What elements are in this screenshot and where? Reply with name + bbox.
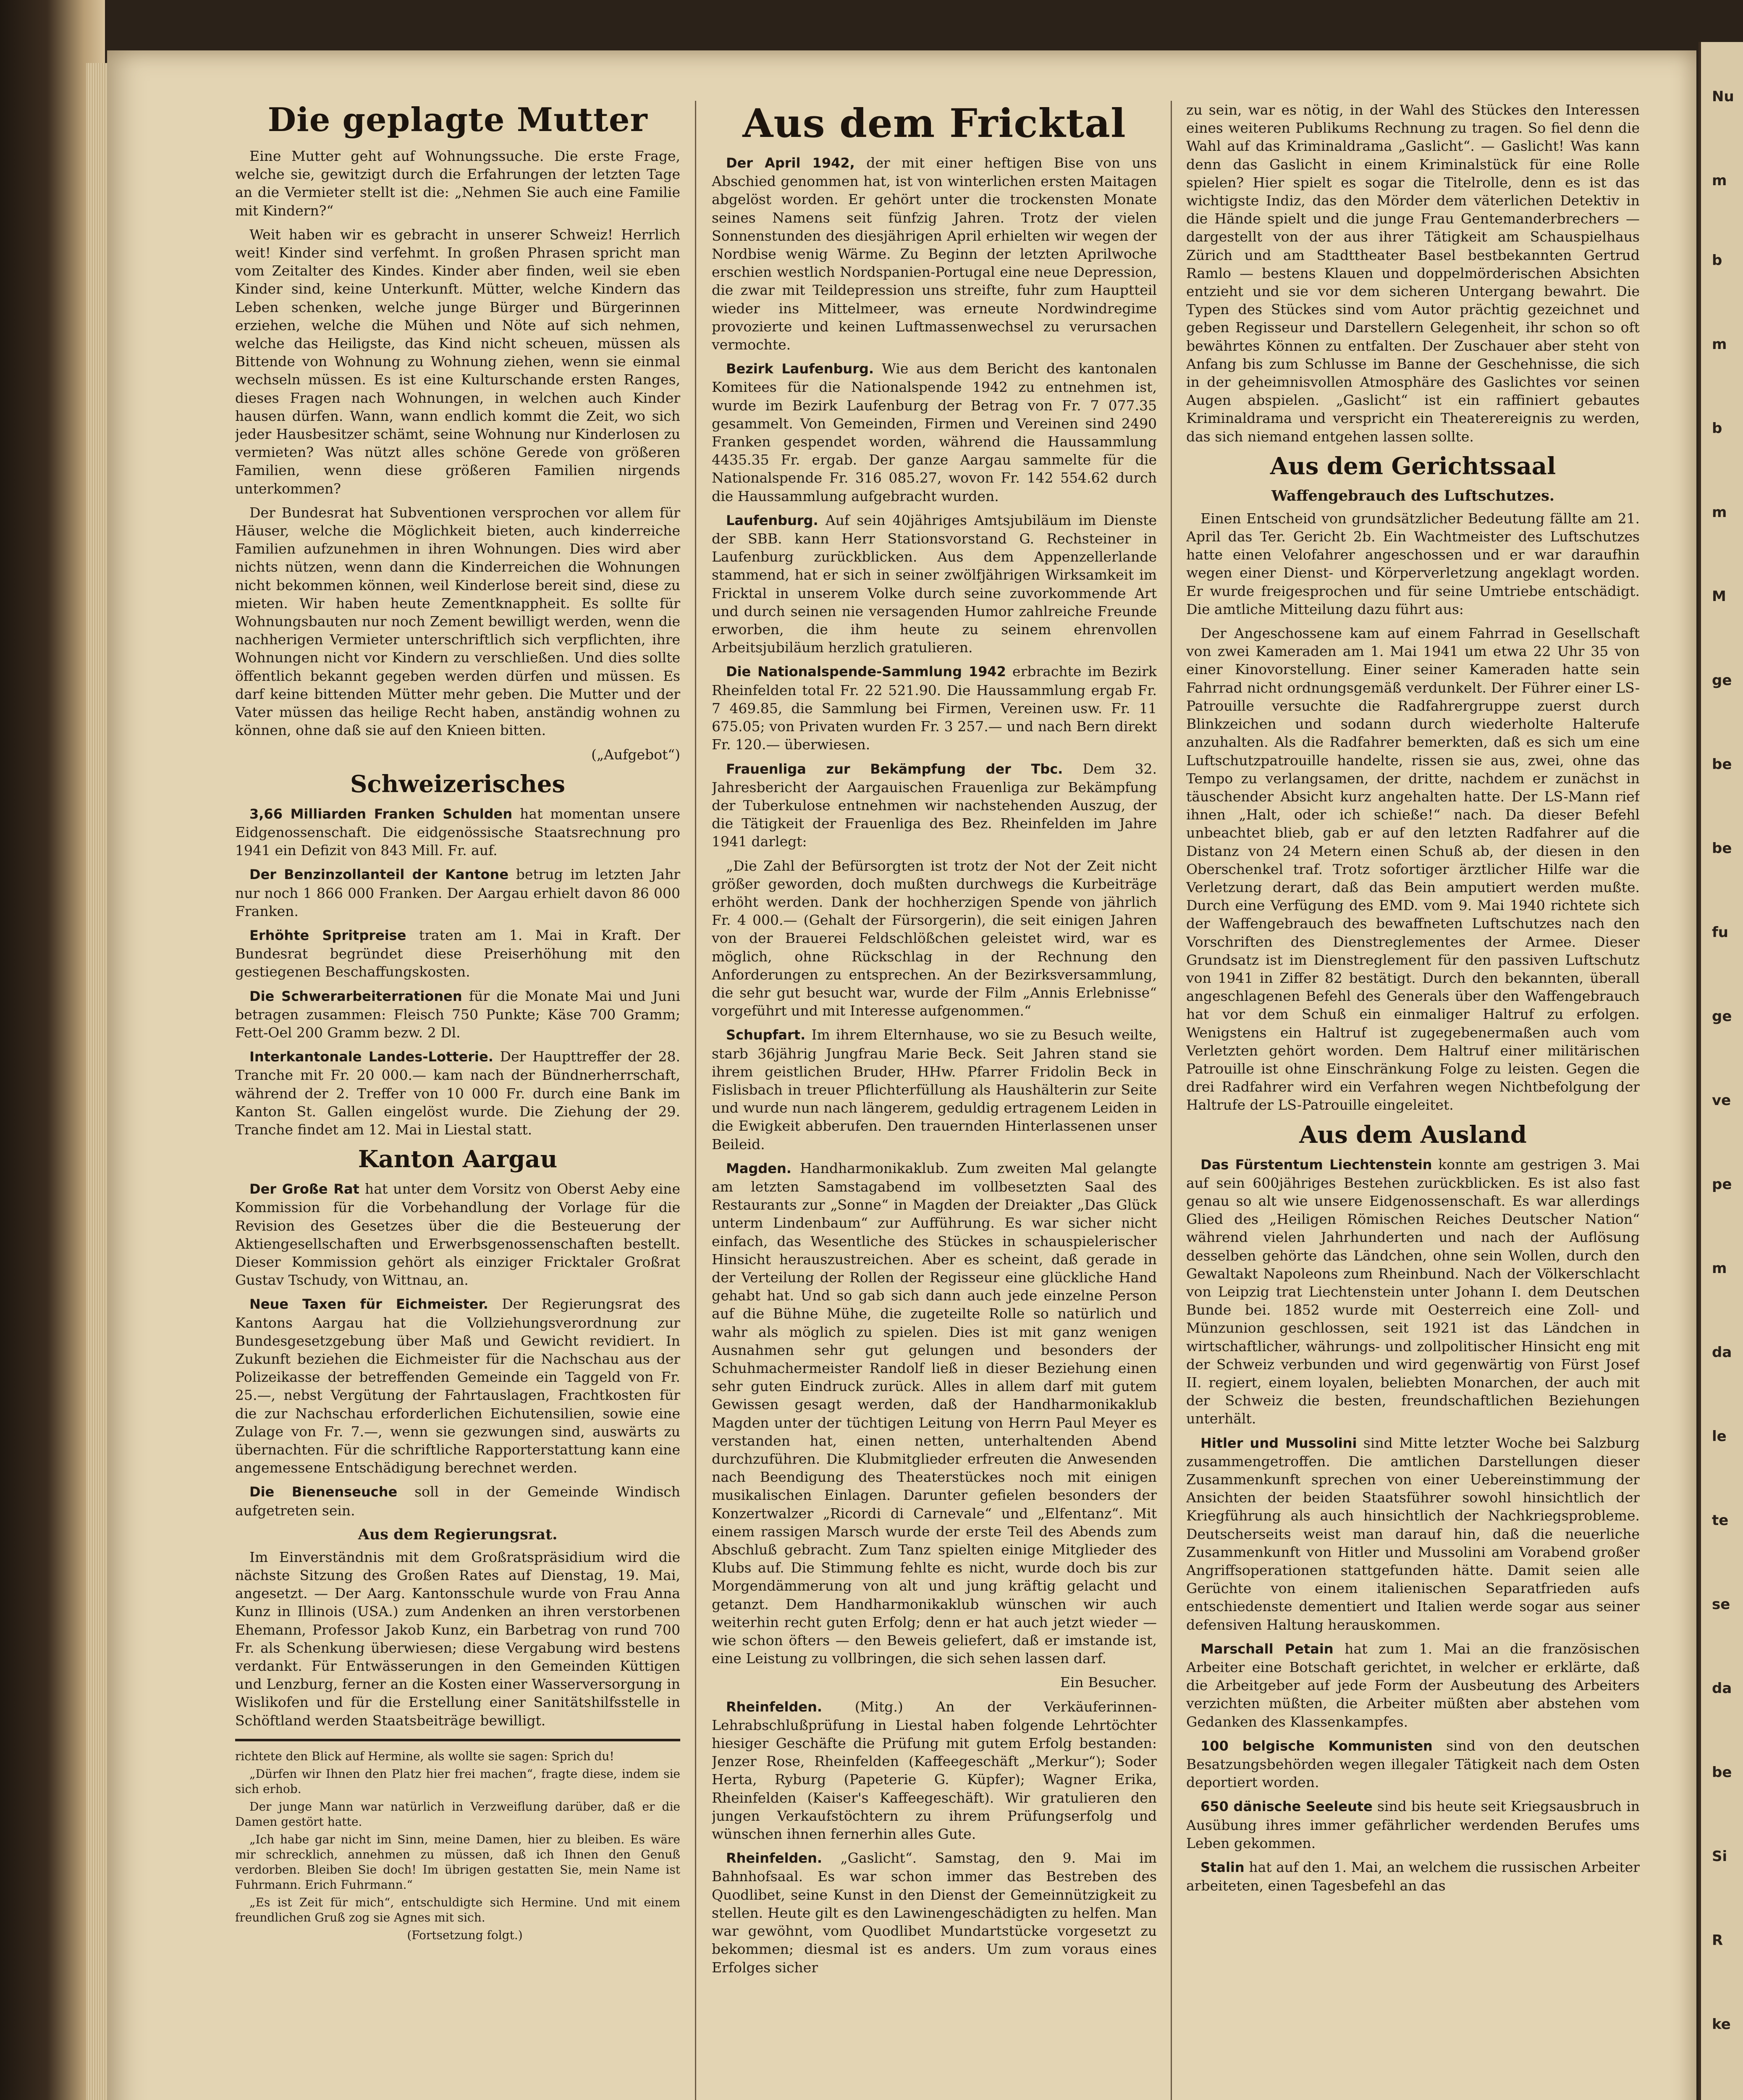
margin-fragment: pe: [1712, 1176, 1732, 1193]
news-lead: Erhöhte Spritpreise: [249, 927, 406, 943]
news-item: [235, 1047, 680, 1139]
news-lead: Schupfart.: [726, 1027, 806, 1043]
news-item: [235, 805, 680, 860]
news-text: sind von den deutschen Besatzungsbehörden wegen illegaler Tätigkeit nach dem Osten deportiert worden.: [1186, 1737, 1640, 1791]
news-text: sind bis heute seit Kriegsausbruch in Ausübung ihres immer gefährlicher werdenden Berufes ums Leben gekommen.: [1186, 1798, 1640, 1851]
news-lead: Magden.: [726, 1160, 792, 1176]
news-text: betrug im letzten Jahr nur noch 1 866 000 Franken. Der Aargau erhielt davon 86 000 Franken.: [235, 866, 680, 919]
article-title: Die geplagte Mutter: [267, 101, 648, 139]
news-lead: Rheinfelden.: [726, 1698, 823, 1715]
news-lead: Hitler und Mussolini: [1200, 1435, 1357, 1451]
margin-fragment: be: [1712, 1764, 1732, 1781]
section-heading: Kanton Aargau: [358, 1145, 558, 1173]
news-lead: Frauenliga zur Bekämpfung der Tbc.: [726, 761, 1063, 777]
news-item: [1186, 1858, 1640, 1895]
news-item: [235, 1483, 680, 1519]
novel-paragraph: richtete den Blick auf Hermine, als wollte sie sagen: Sprich du!: [235, 1749, 614, 1763]
continuation-note: (Fortsetzung folgt.): [407, 1928, 523, 1942]
article-paragraph: zu sein, war es nötig, in der Wahl des Stückes den Interessen eines weiteren Publikums Rechnung zu tragen. So fiel denn die Wahl auf das Kriminaldrama „Gaslicht“. — Gaslicht! Was kann denn das Gaslicht in einem Kriminalstück für eine Rolle spielen? Hier spielt es sogar die Titelrolle, denn es ist das wichtigste Indiz, das den Mörder dem väterlichen Detektiv in die Hände spielt und die junge Frau Gentemanderbrechers — dargestellt von der aus ihrer Tätigkeit am Schauspielhaus Zürich und am Stadttheater Basel bestbekannten Gertrud Ramlo — bestens Klauen und doppelmörderischen Absichten entzieht und sie vor dem sicheren Untergang bewahrt. Die Typen des Stückes sind vom Autor prächtig gezeichnet und geben Regisseur und Darstellern Gelegenheit, ihr schon so oft bewährtes Können zu entfalten. Der Zuschauer aber steht von Anfang bis zum Schlusse im Banne der Geschehnisse, die sich in der geheimnisvollen Atmosphäre des Gaslichtes vor seinen Augen abspielen. „Gaslicht“ ist ein raffiniert gebautes Kriminaldrama und verspricht ein Theaterereignis zu werden, das sich niemand entgehen lassen sollte.: [1186, 102, 1640, 445]
margin-fragment: Nu: [1712, 88, 1734, 105]
column-rule: [1171, 101, 1172, 2100]
margin-fragment: b: [1712, 252, 1722, 269]
margin-fragment: Si: [1712, 1848, 1727, 1865]
news-item: [235, 1180, 680, 1289]
margin-fragment: da: [1712, 1680, 1732, 1697]
news-lead: 650 dänische Seeleute: [1200, 1798, 1373, 1815]
news-lead: 100 belgische Kommunisten: [1200, 1738, 1433, 1754]
news-text: für die Monate Mai und Juni betragen zusammen: Fleisch 750 Punkte; Käse 700 Gramm; Fett-Oel 200 Gramm bezw. 2 Dl.: [235, 987, 680, 1041]
margin-fragment: se: [1712, 1596, 1730, 1613]
news-text: soll in der Gemeinde Windisch aufgetreten sein.: [235, 1483, 680, 1519]
margin-fragment: m: [1712, 336, 1727, 353]
section-heading: Aus dem Gerichtssaal: [1270, 452, 1556, 480]
margin-fragment: fu: [1712, 924, 1728, 941]
article-paragraph: Eine Mutter geht auf Wohnungssuche. Die erste Frage, welche sie, gewitzigt durch die Erfahrungen der letzten Tage an die Vermieter stellt ist die: „Nehmen Sie auch eine Familie mit Kindern?“: [235, 148, 680, 219]
news-item: [712, 154, 1157, 354]
news-lead: 3,66 Milliarden Franken Schulden: [249, 806, 513, 822]
news-item: [712, 1698, 1157, 1843]
subsection-heading: Aus dem Regierungsrat.: [358, 1525, 558, 1543]
subsection-heading: Waffengebrauch des Luftschutzes.: [1271, 487, 1555, 504]
news-text: (Mitg.) An der Verkäuferinnen-Lehrabschlußprüfung in Liestal haben folgende Lehrtöchter hiesiger Geschäfte die Prüfung mit gutem Erfolg bestanden: Jenzer Rose, Rheinfelden (Kaffeegeschäft „Merkur“); Soder Herta, Ryburg (Papeterie G. Küpfer); Wagner Erika, Rheinfelden (Kaiser's Kaffeegeschäft). Wir gratulieren den jungen Verkaufstöchtern zu ihrem Prüfungserfolg und wünschen ihnen fernerhin alles Gute.: [712, 1698, 1157, 1843]
article-signature: Ein Besucher.: [1060, 1674, 1157, 1691]
novel-paragraph: „Dürfen wir Ihnen den Platz hier frei machen“, fragte diese, indem sie sich erhob.: [235, 1767, 680, 1796]
news-lead: Der Große Rat: [249, 1181, 359, 1197]
news-item: [712, 1026, 1157, 1153]
news-lead: Der April 1942,: [726, 155, 855, 171]
article-paragraph: Weit haben wir es gebracht in unserer Schweiz! Herrlich weit! Kinder sind verfehmt. In großen Phrasen spricht man vom Zeitalter des Kindes. Kinder aber finden, weil sie eben Kinder sind, keine Unterkunft. Mütter, welche Kindern das Leben schenken, welche junge Bürger und Bürgerinnen erziehen, welche die Mühen und Nöte auf sich nehmen, welche das Heiligste, das Kind nicht scheuen, müssen als Bittende von Wohnung zu Wohnung ziehen, wenn sie einmal wechseln müssen. Es ist eine Kulturschande ersten Ranges, dieses Fragen nach Wohnungen, in welchen auch Kinder hausen dürfen. Wann, wann endlich kommt die Zeit, wo sich jeder Hausbesitzer schämt, seine Wohnung nur Kinderlosen zu vermieten? Was nützt alles schöne Gerede von größeren Familien, wenn diese größeren Familien nirgends unterkommen?: [235, 226, 680, 497]
article-source: („Aufgebot“): [591, 746, 680, 763]
news-lead: Rheinfelden.: [726, 1850, 823, 1866]
news-text: Der Regierungsrat des Kantons Aargau hat die Vollziehungsverordnung zur Bundesgesetzgebung über Maß und Gewicht revidiert. In Zukunft beziehen die Eichmeister für die Nachschau aus der Polizeikasse der betreffenden Gemeinde ein Taggeld von Fr. 25.—, nebst Vergütung der Fahrtauslagen, Frachtkosten für die zur Nachschau erforderlichen Eichutensilien, sowie eine Zulage von Fr. 7.—, wenn sie gezwungen sind, auswärts zu übernachten. Für die schriftliche Rapporterstattung kann eine angemessene Entschädigung berechnet werden.: [235, 1296, 680, 1476]
news-item: [235, 926, 680, 981]
margin-fragment: le: [1712, 1428, 1727, 1445]
article-paragraph: „Die Zahl der Befürsorgten ist trotz der Not der Zeit nicht größer geworden, doch mußten durchwegs die Kurbeiträge erhöht werden. Dank der hochherzigen Spende von jährlich Fr. 4 000.— (Gehalt der Fürsorgerin), die seit einigen Jahren von der Brauerei Feldschlößchen geleistet wird, war es möglich, ohne Rückschlag in der Rechnung den Anforderungen zu entsprechen. An der Bezirksversammlung, die sehr gut besucht war, wurde der Film „Annis Erlebnisse“ vorgeführt und mit Interesse aufgenommen.“: [712, 857, 1157, 1019]
news-text: hat momentan unsere Eidgenossenschaft. Die eidgenössische Staatsrechnung pro 1941 ein Defizit von 843 Mill. Fr. auf.: [235, 805, 680, 859]
margin-fragment: ve: [1712, 1092, 1731, 1109]
news-lead: Der Benzinzollanteil der Kantone: [249, 866, 509, 883]
margin-fragment: M: [1712, 588, 1726, 605]
feuilleton: [235, 1749, 680, 1943]
column-2: [712, 101, 1157, 2100]
news-lead: Die Nationalspende-Sammlung 1942: [726, 664, 1006, 680]
novel-paragraph: „Es ist Zeit für mich“, entschuldigte sich Hermine. Und mit einem freundlichen Gruß zog sie Agnes mit sich.: [235, 1895, 680, 1924]
news-text: Wie aus dem Bericht des kantonalen Komitees für die Nationalspende 1942 zu entnehmen ist, wurde im Bezirk Laufenburg der Betrag von Fr. 7 077.35 gesammelt. Von Gemeinden, Firmen und Vereinen sind 2490 Franken gespendet worden, während die Haussammlung 4435.35 Fr. ergab. Der ganze Aargau sammelte für die Nationalspende Fr. 316 085.27, wovon Fr. 142 554.62 durch die Haussammlung aufgebracht wurden.: [712, 360, 1157, 504]
news-lead: Laufenburg.: [726, 512, 818, 528]
news-text: traten am 1. Mai in Kraft. Der Bundesrat begründet diese Preiserhöhung mit den gestiegenen Beschaffungskosten.: [235, 927, 680, 980]
news-text: Handharmonikaklub. Zum zweiten Mal gelangte am letzten Samstagabend im vollbesetzten Saal des Restaurants zur „Sonne“ in Magden der Dreiakter „Das Glück unterm Lindenbaum“ zur Aufführung. Es war sicher nicht einfach, das Wesentliche des Stückes in schauspielerischer Hinsicht herauszustreichen. Aber es scheint, daß gerade in der Verteilung der Rollen der Regisseur eine glückliche Hand gehabt hat. Und so gab sich dann auch jede einzelne Person auf die Bühne Mühe, die zugeteilte Rolle so natürlich und wahr als möglich zu spielen. Dies ist mit ganz wenigen Ausnahmen sehr gut gelungen und besonders der Schuhmachermeister Randolf ließ in dieser Beziehung einen sehr guten Eindruck zurück. Alles in allem darf mit gutem Gewissen gesagt werden, daß der Handharmonikaklub Magden unter der tüchtigen Leitung von Herrn Paul Meyer es verstanden hat, einen netten, unterhaltenden Abend durchzuführen. Die Klubmitglieder erfreuten die Anwesenden nach Beendigung des Theaterstückes noch mit einigen musikalischen Einlagen. Darunter gefielen besonders der Konzertwalzer „Ricordi di Carnevale“ und „Elfentanz“. Mit einem rassigen Marsch wurde der erste Teil des Abends zum Abschluß gebracht. Zum Tanz spielten einige Mitglieder des Klubs auf. Die Stimmung fehlte es nicht, wurde doch bis zur Morgendämmerung von alt und jung kräftig gelacht und getanzt. Dem Handharmonikaklub wünschen wir auch weiterhin recht guten Erfolg; denn er hat auch jetzt wieder — wie schon öfters — den Beweis geliefert, daß er imstande ist, eine Leistung zu vollbringen, die sich sehen lassen darf.: [712, 1160, 1157, 1667]
section-heading: Aus dem Ausland: [1299, 1121, 1527, 1149]
news-text: Im ihrem Elternhause, wo sie zu Besuch weilte, starb 36jährig Jungfrau Marie Beck. Seit Jahren stand sie ihrem geistlichen Bruder, HHw. Pfarrer Fridolin Beck in Fislisbach in treuer Pflichterfüllung als Haushälterin zur Seite und wurde nun nach längerem, geduldig ertragenem Leiden in die Ewigkeit abberufen. Den trauernden Hinterlassenen unser Beileid.: [712, 1026, 1157, 1152]
news-lead: Marschall Petain: [1200, 1641, 1334, 1657]
news-text: Dem 32. Jahresbericht der Aargauischen Frauenliga zur Bekämpfung der Tuberkulose entnehmen wir nachstehenden Auszug, der die Tätigkeit der Frauenliga des Bez. Rheinfelden im Jahre 1941 darlegt:: [712, 760, 1157, 850]
news-item: [1186, 1640, 1640, 1731]
margin-fragment: m: [1712, 1260, 1727, 1277]
news-text: Auf sein 40jähriges Amtsjubiläum im Dienste der SBB. kann Herr Stationsvorstand G. Rechsteiner in Laufenburg zurückblicken. Aus dem Appenzellerlande stammend, hat er sich in seiner zwölfjährigen Wirksamkeit im Fricktal in unserem Volke durch seine zuvorkommende Art und durch seinen nie versagenden Humor zahlreiche Freunde erworben, die ihm heute zu seinem ehrenvollen Arbeitsjubiläum herzlich gratulieren.: [712, 512, 1157, 656]
news-lead: Bezirk Laufenburg.: [726, 361, 874, 377]
adjacent-page-margin: [1698, 42, 1743, 2100]
margin-fragment: da: [1712, 1344, 1732, 1361]
news-item: [1186, 1737, 1640, 1792]
news-item: [712, 360, 1157, 505]
article-paragraph: Einen Entscheid von grundsätzlicher Bedeutung fällte am 21. April das Ter. Gericht 2b. Ein Wachtmeister des Luftschutzes hatte einen Velofahrer angeschossen und er war daraufhin wegen einer Dienst- und Körperverletzung angeklagt worden. Er wurde freigesprochen und für seine Umtriebe entschädigt. Die amtliche Mitteilung dazu führt aus:: [1186, 510, 1640, 617]
news-item: [1186, 1155, 1640, 1428]
news-item: [712, 662, 1157, 753]
novel-paragraph: „Ich habe gar nicht im Sinn, meine Damen, hier zu bleiben. Es wäre mir schrecklich, annehmen zu müssen, daß ich Ihnen den Genuß verdorben. Bleiben Sie doch! Im übrigen gestatten Sie, mein Name ist Fuhrmann. Erich Fuhrmann.“: [235, 1832, 680, 1892]
news-item: [1186, 1797, 1640, 1852]
column-3: [1186, 101, 1640, 2100]
margin-fragment: m: [1712, 504, 1727, 521]
margin-fragment: ke: [1712, 2016, 1731, 2033]
news-item: [1186, 1434, 1640, 1634]
news-lead: Stalin: [1200, 1859, 1245, 1876]
margin-fragment: R: [1712, 1932, 1723, 1949]
news-text: hat unter dem Vorsitz von Oberst Aeby eine Kommission für die Vorbehandlung der Vorlage für die Revision des Gesetzes über die die Besteuerung der Aktiengesellschaften und Erwerbsgenossenschaften bestellt. Dieser Kommission gehört als einziger Fricktaler Großrat Gustav Tschudy, von Wittnau, an.: [235, 1181, 680, 1289]
feuilleton-divider: [235, 1739, 680, 1741]
margin-fragment: ge: [1712, 672, 1732, 689]
news-lead: Interkantonale Landes-Lotterie.: [249, 1049, 493, 1065]
margin-fragment: m: [1712, 172, 1727, 189]
news-text: Der Haupttreffer der 28. Tranche mit Fr. 20 000.— kam nach der Bündnerherrschaft, während der 2. Treffer von 10 000 Fr. durch eine Bank im Kanton St. Gallen eingelöst wurde. Die Ziehung der 29. Tranche findet am 12. Mai in Liestal statt.: [235, 1048, 680, 1138]
news-item: [235, 987, 680, 1042]
news-text: sind Mitte letzter Woche bei Salzburg zusammengetroffen. Die amtlichen Darstellungen dieser Zusammenkunft sprechen von einer Uebereinstimmung der Ansichten der beiden Staatsführer sowohl hinsichtlich der Kriegführung als auch hinsichtlich der Nachkriegsprobleme. Deutscherseits weist man darauf hin, daß die neuerliche Zusammenkunft von Hitler und Mussolini am Vorabend großer Angriffsoperationen stattgefunden hätte. Damit seien alle Gerüchte von einem italienischen Separatfrieden aufs entschiedenste dementiert und Italien werde sogar aus seiner defensiven Haltung herauskommen.: [1186, 1434, 1640, 1633]
margin-fragment: te: [1712, 1512, 1729, 1529]
column-rule: [695, 101, 696, 2100]
margin-fragment: ge: [1712, 1008, 1732, 1025]
novel-paragraph: Der junge Mann war natürlich in Verzweiflung darüber, daß er die Damen gestört hatte.: [235, 1799, 680, 1829]
news-item: [712, 760, 1157, 851]
news-text: hat zum 1. Mai an die französischen Arbeiter eine Botschaft gerichtet, in welcher er erklärte, daß die Arbeitgeber auf jede Form der Ausbeutung des Arbeiters verzichten müßten, die Arbeiter müßten aber abstehen vom Gedanken des Klassenkampfes.: [1186, 1640, 1640, 1730]
margin-fragment: be: [1712, 840, 1732, 857]
article-paragraph: Im Einverständnis mit dem Großratspräsidium wird die nächste Sitzung des Großen Rates auf Dienstag, 19. Mai, angesetzt. — Der Aarg. Kantonsschule wurde von Frau Anna Kunz in Illinois (USA.) zum Andenken an ihren verstorbenen Ehemann, Professor Jakob Kunz, ein Barbetrag von rund 700 Fr. als Schenkung überwiesen; diese Vergabung wird bestens verdankt. Für Entwässerungen in den Gemeinden Küttigen und Lenzburg, ferner an die Kosten einer Wasserversorgung in Wislikofen und für die Erstellung einer Sanitätshilfsstelle in Schöftland werden Staatsbeiträge bewilligt.: [235, 1549, 680, 1729]
column-1: [235, 101, 680, 2100]
news-item: [235, 1295, 680, 1477]
news-text: erbrachte im Bezirk Rheinfelden total Fr. 22 521.90. Die Haussammlung ergab Fr. 7 469.85, die Sammlung bei Firmen, Vereinen usw. Fr. 11 675.05; von Privaten wurden Fr. 3 257.— und nach Bern direkt Fr. 120.— überwiesen.: [712, 663, 1157, 753]
article-paragraph: Der Bundesrat hat Subventionen versprochen vor allem für Häuser, welche die Möglichkeit bieten, auch kinderreiche Familien aufzunehmen in ihren Wohnungen. Dies wird aber nichts nützen, wenn dann die Kinderreichen die Wohnungen nicht bekommen können, weil Kinderlose bereit sind, diese zu mieten. Wir haben heute Zementknappheit. Es sollte für Wohnungsbauten nur noch Zement bewilligt werden, wenn die nachherigen Vermieter unterschriftlich sich verpflichten, ihre Wohnungen nicht vor Kindern zu verschließen. Und dies sollte öffentlich bekannt gegeben werden dürfen und müssen. Es darf keine bittenden Mütter mehr geben. Die Mutter und der Vater müssen das heilige Recht haben, anständig wohnen zu können, ohne daß sie auf den Knieen bitten.: [235, 504, 680, 739]
margin-fragment: be: [1712, 756, 1732, 773]
article-paragraph: Der Angeschossene kam auf einem Fahrrad in Gesellschaft von zwei Kameraden am 1. Mai 1941 um etwa 22 Uhr 35 von einer Kinovorstellung. Einer seiner Kameraden hatte sein Fahrrad nicht ordnungsgemäß verdunkelt. Der Führer einer LS-Patrouille versuchte die Radfahrergruppe zuerst durch Blinkzeichen und sodann durch wiederholte Halterufe anzuhalten. Als die Radfahrer bemerkten, daß es sich um eine Luftschutzpatrouille handelte, rissen sie aus, zwei, ohne das Tempo zu verlangsamen, der dritte, nachdem er zunächst in täuschender Absicht kurz angehalten hatte. Der LS-Mann rief ihnen „Halt, oder ich schieße!“ nach. Da dieser Befehl unbeachtet blieb, gab er auf den letzten Radfahrer auf die Distanz von 24 Metern einen Schuß ab, der diesen in den Oberschenkel traf. Trotz sofortiger ärztlicher Hilfe war die Verletzung derart, daß das Bein amputiert werden mußte. Durch eine Verfügung des EMD. vom 9. Mai 1940 richtete sich der Waffengebrauch des bewaffneten Luftschutzes nach den Vorschriften des Dienstreglementes der Armee. Dieser Grundsatz ist im Dienstreglement für den passiven Luftschutz von 1941 in Ziffer 82 bestätigt. Durch den bekannten, überall angeschlagenen Befehl des Generals über den Waffengebrauch hat vor dem Schuß ein einmaliger Haltruf zu erfolgen. Wenigstens ein Haltruf ist zugegebenermaßen auch vom Verletzten gehört worden. Dem Haltruf einer militärischen Patrouille ist ohne Einschränkung Folge zu leisten. Gegen die drei Radfahrer wird ein Verfahren wegen Nichtbefolgung der Haltrufe der LS-Patrouille eingeleitet.: [1186, 625, 1640, 1113]
news-item: [712, 511, 1157, 657]
section-heading: Schweizerisches: [350, 770, 566, 798]
news-item: [712, 1159, 1157, 1668]
news-lead: Das Fürstentum Liechtenstein: [1200, 1156, 1432, 1173]
margin-fragment: b: [1712, 420, 1722, 437]
news-text: der mit einer heftigen Bise von uns Abschied genommen hat, ist von winterlichen ersten Maitagen abgelöst worden. Er gehört unter die trockensten Monate seines Namens seit fünfzig Jahren. Trotz der vielen Sonnenstunden des diesjährigen April erhielten wir wegen der Nordbise wenig Wärme. Zu Beginn der letzten Aprilwoche erschien westlich Nordspanien-Portugal eine neue Depression, die zwar mit Teildepression uns streifte, fuhr zum Hauptteil wieder ins Mittelmeer, was erneute Nordwindregime provozierte und keinen Luftmassenwechsel zu verursachen vermochte.: [712, 155, 1157, 353]
news-item: [235, 865, 680, 920]
news-lead: Neue Taxen für Eichmeister.: [249, 1296, 488, 1312]
news-text: hat auf den 1. Mai, an welchem die russischen Arbeiter arbeiteten, einen Tagesbefehl an das: [1186, 1859, 1640, 1894]
news-text: konnte am gestrigen 3. Mai auf sein 600jähriges Bestehen zurückblicken. Es ist also fast genau so alt wie unsere Eidgenossenschaft. Es war allerdings Glied des „Heiligen Römischen Reiches Deutscher Nation“ während vielen Jahrhunderten und nach der Auflösung desselben gehörte das Ländchen, ohne sein Wollen, durch den Gewaltakt Napoleons zum Rheinbund. Nach der Völkerschlacht von Leipzig trat Liechtenstein unter Johann I. dem Deutschen Bunde bei. 1852 wurde mit Oesterreich eine Zoll- und Münzunion geschlossen, seit 1921 ist das Ländchen in wirtschaftlicher, währungs- und zollpolitischer Hinsicht eng mit der Schweiz verbunden und wird gegenwärtig von Fürst Josef II. regiert, einem loyalen, beliebten Monarchen, der auch mit der Schweiz die besten, freundschaftlichen Beziehungen unterhält.: [1186, 1156, 1640, 1427]
news-lead: Die Schwerarbeiterrationen: [249, 988, 462, 1004]
news-lead: Die Bienenseuche: [249, 1484, 398, 1500]
article-title: Aus dem Fricktal: [742, 101, 1126, 147]
news-text: „Gaslicht“. Samstag, den 9. Mai im Bahnhofsaal. Es war schon immer das Bestreben des Quodlibet, seine Kunst in den Dienst der Gemeinnützigkeit zu stellen. Heute gilt es den Lawinengeschädigten zu helfen. Man war gewöhnt, vom Quodlibet Mundartstücke vorgesetzt zu bekommen; diesmal ist es anders. Um zum voraus eines Erfolges sicher: [712, 1850, 1157, 1976]
news-item: [712, 1849, 1157, 1976]
